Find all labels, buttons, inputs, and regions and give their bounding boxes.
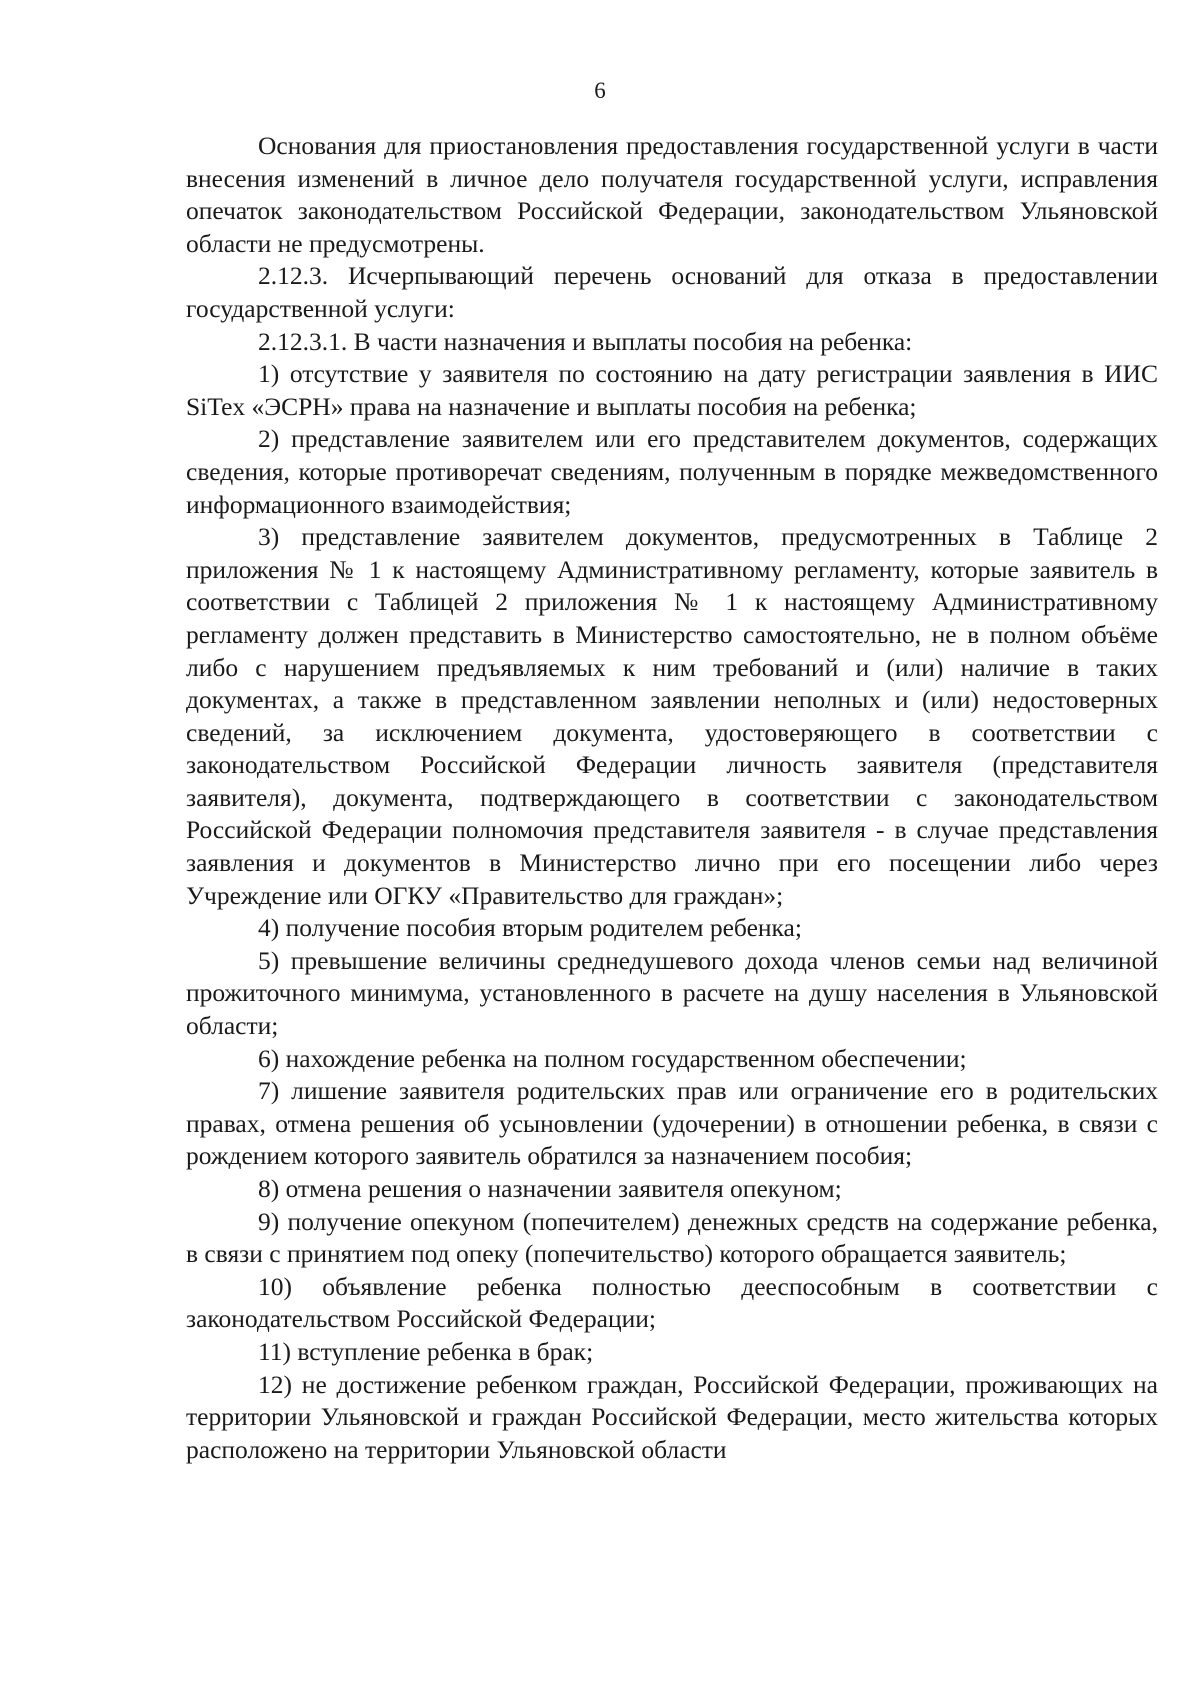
paragraph-suspension-grounds: Основания для приостановления предоставления государственной услуги в части внесения изменений в личное дело получателя государственной услуги, исправления опечаток законодательством Российской Федерации, законодательством Ульяновской области не предусмотрены. [186, 131, 1158, 258]
list-item-8: 8) отмена решения о назначении заявителя опекуном; [258, 1174, 842, 1203]
document-body [186, 130, 1158, 1466]
list-item-2: 2) представление заявителем или его представителем документов, содержащих сведения, которые противоречат сведениям, полученным в порядке межведомственного информационного взаимодействия; [186, 424, 1158, 519]
list-item-6: 6) нахождение ребенка на полном государственном обеспечении; [258, 1043, 967, 1073]
list-item-12: 12) не достижение ребенком граждан, Российской Федерации, проживающих на территории Ульяновской и граждан Российской Федерации, место жительства которых расположено на территории Ульяновской области [186, 1369, 1158, 1464]
list-item-10: 10) объявление ребенка полностью дееспособным в соответствии с законодательством Российской Федерации; [186, 1271, 1158, 1334]
list-item-5: 5) превышение величины среднедушевого дохода членов семьи над величиной прожиточного минимума, установленного в расчете на душу населения в Ульяновской области; [186, 945, 1158, 1041]
list-item-9: 9) получение опекуном (попечителем) денежных средств на содержание ребенка, в связи с принятием под опеку (попечительство) которого обращается заявитель; [186, 1206, 1158, 1269]
page-number: 6 [594, 78, 606, 103]
list-item-1: 1) отсутствие у заявителя по состоянию на дату регистрации заявления в ИИС SiTex «ЭСРН» права на назначение и выплаты пособия на ребенка; [186, 359, 1158, 421]
list-item-3: 3) представление заявителем документов, предусмотренных в Таблице 2 приложения № 1 к настоящему Административному регламенту, которые заявитель в соответствии с Таблицей 2 приложения № 1 к настоящему Административному регламенту должен представить в Министерство самостоятельно, не в полном объёме либо с нарушением предъявляемых к ним требований и (или) наличие в таких документах, а также в представленном заявлении неполных и (или) недостоверных сведений, за исключением документа, удостоверяющего в соответствии с законодательством Российской Федерации личность заявителя (представителя заявителя), документа, подтверждающего в соответствии с законодательством Российской Федерации полномочия представителя заявителя - в случае представления заявления и документов в Министерство лично при его посещении либо через Учреждение или ОГКУ «Правительство для граждан»; [186, 522, 1158, 910]
list-item-11: 11) вступление ребенка в брак; [258, 1336, 594, 1366]
paragraph-2-12-3: 2.12.3. Исчерпывающий перечень оснований для отказа в предоставлении государственной услуги: [186, 261, 1158, 323]
list-item-4: 4) получение пособия вторым родителем ребенка; [258, 913, 802, 943]
list-item-7: 7) лишение заявителя родительских прав или ограничение его в родительских правах, отмена решения об усыновлении (удочерении) в отношении ребенка, в связи с рождением которого заявитель обратился за назначением пособия; [186, 1076, 1158, 1171]
paragraph-2-12-3-1: 2.12.3.1. В части назначения и выплаты пособия на ребенка: [258, 326, 913, 356]
